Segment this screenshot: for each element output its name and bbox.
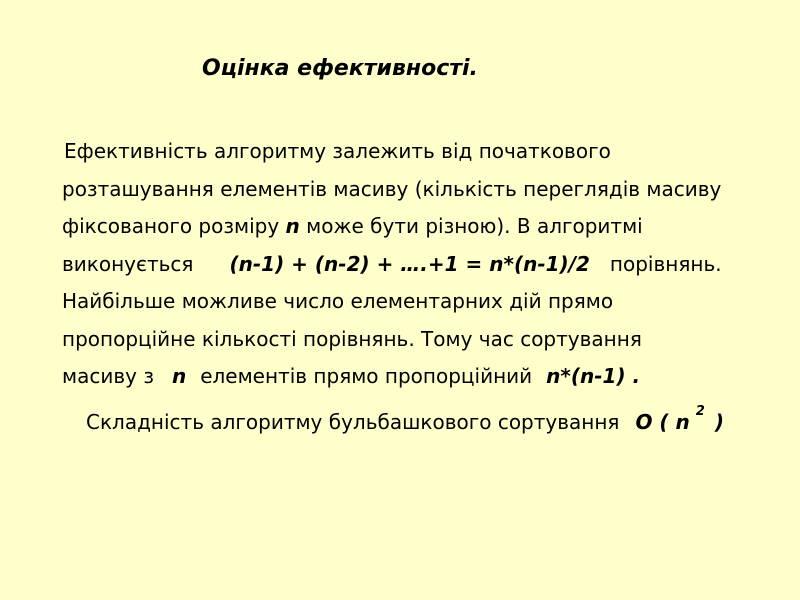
variable-n: n [285, 214, 300, 238]
line2-text: розташування елементів масиву (кількість переглядів масиву [62, 176, 722, 201]
variable-n: n [171, 364, 187, 388]
complexity-exponent: 2 [695, 404, 705, 419]
line3-text-a: фіксованого розміру [62, 214, 286, 238]
line3-text-b: може бути різною). В алгоритмі [299, 214, 643, 238]
line7-text-b: елементів прямо пропорційний [200, 364, 533, 388]
paragraph-line-7 [62, 358, 792, 396]
slide-title: Оцінка ефективності. [202, 56, 478, 81]
comparisons-formula: (n-1) + (n-2) + ….+1 = n*(n-1)/2 [229, 251, 590, 276]
paragraph-line-2 [62, 171, 792, 209]
line5-text: Найбільше можливе число елементарних дій прямо [62, 289, 614, 313]
line6-text: пропорційне кількості порівнянь. Тому час сортування [62, 326, 642, 351]
complexity-text: Складність алгоритму бульбашкового сортування [86, 410, 620, 434]
line1-text: Ефективність алгоритму залежить від початкового [64, 139, 611, 163]
line4-text-b: порівнянь. [609, 251, 722, 276]
time-formula: n*(n-1) . [546, 364, 641, 388]
complexity-statement [86, 404, 724, 434]
line4-text-a: виконується [62, 251, 194, 276]
paragraph-line-1 [62, 133, 792, 171]
paragraph-line-3 [62, 208, 792, 246]
paragraph-line-6 [62, 321, 792, 359]
paragraph-line-5 [62, 283, 792, 321]
efficiency-paragraph [62, 133, 792, 396]
complexity-notation: O ( n [635, 410, 690, 434]
complexity-close-paren: ) [714, 410, 724, 434]
line7-text-a: масиву з [62, 364, 154, 388]
paragraph-line-4 [62, 246, 792, 284]
